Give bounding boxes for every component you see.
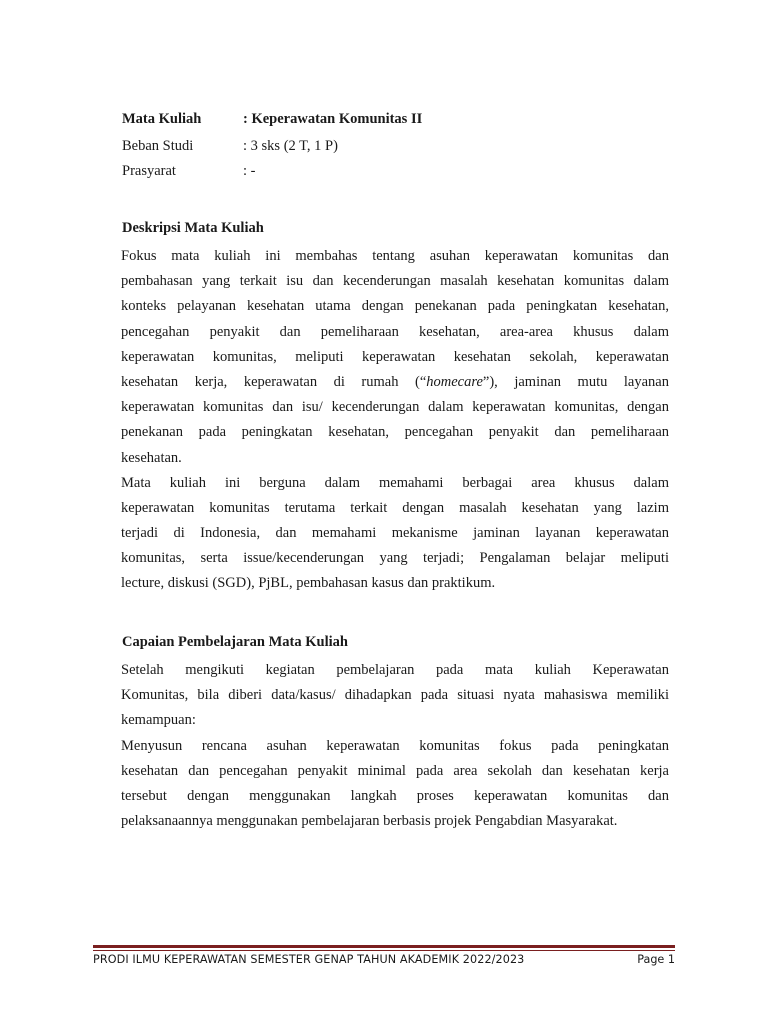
outcomes-paragraph — [121, 658, 669, 834]
course-load-value: : 3 sks (2 T, 1 P) — [243, 138, 338, 154]
outcomes-line: kesehatan dan pencegahan penyakit minimal pada area sekolah dan kesehatan kerja — [121, 762, 669, 779]
description-line: penekanan pada peningkatan kesehatan, pencegahan penyakit dan pemeliharaan — [121, 424, 669, 441]
description-heading: Deskripsi Mata Kuliah — [122, 220, 264, 236]
description-line: keperawatan komunitas, meliputi keperawatan kesehatan sekolah, keperawatan — [121, 348, 669, 365]
homecare-term: homecare — [426, 373, 483, 390]
description-line: Mata kuliah ini berguna dalam memahami berbagai area khusus dalam — [121, 474, 669, 491]
outcomes-line: tersebut dengan menggunakan langkah proses keperawatan komunitas dan — [121, 787, 669, 804]
description-line: keperawatan komunitas terutama terkait dengan masalah kesehatan yang lazim — [121, 499, 669, 516]
description-line: lecture, diskusi (SGD), PjBL, pembahasan kasus dan praktikum. — [121, 575, 496, 592]
page-number: Page 1 — [637, 953, 675, 966]
footer-rule — [93, 945, 675, 948]
footer-program-text: PRODI ILMU KEPERAWATAN SEMESTER GENAP TAHUN AKADEMIK 2022/2023 — [93, 953, 525, 966]
description-line: pembahasan yang terkait isu dan kecenderungan masalah kesehatan komunitas dalam — [121, 273, 669, 290]
course-prereq-label: Prasyarat — [122, 163, 176, 179]
outcomes-line: pelaksanaannya menggunakan pembelajaran berbasis projek Pengabdian Masyarakat. — [121, 813, 618, 830]
outcomes-line: kemampuan: — [121, 712, 196, 729]
description-line-homecare — [121, 370, 669, 395]
outcomes-line: Komunitas, bila diberi data/kasus/ dihadapkan pada situasi nyata mahasiswa memiliki — [121, 687, 669, 704]
description-line: kesehatan. — [121, 449, 182, 466]
course-load-label: Beban Studi — [122, 138, 194, 154]
description-line: Fokus mata kuliah ini membahas tentang asuhan keperawatan komunitas dan — [121, 248, 669, 264]
description-line-end: ”), jaminan mutu layanan — [482, 373, 669, 390]
course-prereq-value: : - — [243, 163, 256, 179]
outcomes-line: Menyusun rencana asuhan keperawatan komunitas fokus pada peningkatan — [121, 737, 669, 754]
description-line: pencegahan penyakit dan pemeliharaan kesehatan, area-area khusus dalam — [121, 323, 669, 340]
description-line-start: kesehatan kerja, keperawatan di rumah (“ — [121, 373, 427, 390]
outcomes-line: Setelah mengikuti kegiatan pembelajaran pada mata kuliah Keperawatan — [121, 662, 669, 678]
description-line: terjadi di Indonesia, dan memahami mekanisme jaminan layanan keperawatan — [121, 525, 669, 542]
course-name-label: Mata Kuliah — [122, 111, 202, 127]
description-line: keperawatan komunitas dan isu/ kecenderungan dalam keperawatan komunitas, dengan — [121, 399, 669, 416]
description-line: komunitas, serta issue/kecenderungan yang terjadi; Pengalaman belajar meliputi — [121, 550, 669, 567]
description-line: konteks pelayanan kesehatan utama dengan penekanan pada peningkatan kesehatan, — [121, 298, 669, 315]
course-name-value: : Keperawatan Komunitas II — [243, 111, 423, 127]
description-paragraph — [121, 244, 669, 597]
footer-rule-thin — [93, 950, 675, 951]
outcomes-heading: Capaian Pembelajaran Mata Kuliah — [122, 634, 348, 650]
